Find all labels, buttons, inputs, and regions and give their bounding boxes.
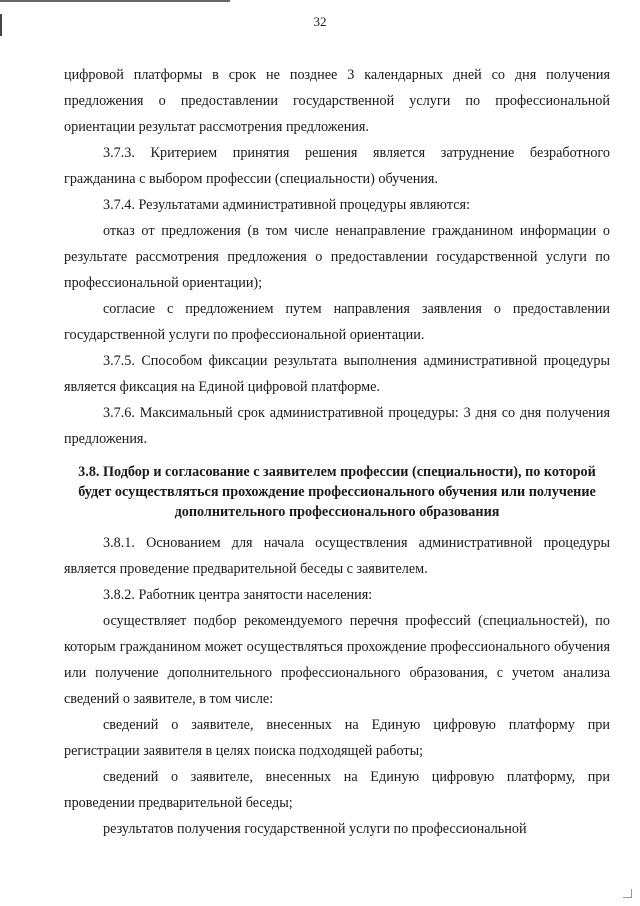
paragraph-continuation: цифровой платформы в срок не позднее 3 календарных дней со дня получения предложения о предоставлении государственной услуги по профессиональной ориентации результат рассмотрения предложения. <box>64 67 610 135</box>
paragraph-selection: осуществляет подбор рекомендуемого перечня профессий (специальностей), по которым гражданином может осуществляться прохождение профессионального обучения или получение дополнительного профессионального образования, с учетом анализа сведений о заявителе, в том числе: <box>64 613 610 707</box>
scan-edge-mark-top <box>0 0 230 2</box>
paragraph-interview-info: сведений о заявителе, внесенных на Единую цифровую платформу, при проведении предварительной беседы; <box>64 769 610 811</box>
paragraph-3-8-1: 3.8.1. Основанием для начала осуществления административной процедуры является проведение предварительной беседы с заявителем. <box>64 535 610 577</box>
paragraph-3-7-6: 3.7.6. Максимальный срок административной процедуры: 3 дня со дня получения предложения. <box>64 405 610 447</box>
document-body <box>64 62 610 842</box>
page-number: 32 <box>313 14 327 29</box>
paragraph-registration-info: сведений о заявителе, внесенных на Единую цифровую платформу при регистрации заявителя в целях поиска подходящей работы; <box>64 717 610 759</box>
paragraph-3-7-4: 3.7.4. Результатами административной процедуры являются: <box>103 197 470 213</box>
paragraph-consent: согласие с предложением путем направления заявления о предоставлении государственной услуги по профессиональной ориентации. <box>64 301 610 343</box>
paragraph-refusal: отказ от предложения (в том числе ненаправление гражданином информации о результате рассмотрения предложения о предоставлении государственной услуги по профессиональной ориентации); <box>64 223 610 291</box>
paragraph-3-8-2: 3.8.2. Работник центра занятости населения: <box>103 587 373 603</box>
paragraph-3-7-5: 3.7.5. Способом фиксации результата выполнения административной процедуры является фиксация на Единой цифровой платформе. <box>64 353 610 395</box>
paragraph-orientation-results: результатов получения государственной услуги по профессиональной <box>103 821 527 837</box>
section-heading-3-8: 3.8. Подбор и согласование с заявителем профессии (специальности), по которой будет осуществляться прохождение профессионального обучения или получение дополнительного профессионального образования <box>78 464 596 520</box>
paragraph-3-7-3: 3.7.3. Критерием принятия решения является затруднение безработного гражданина с выбором профессии (специальности) обучения. <box>64 145 610 187</box>
scan-edge-mark-corner <box>623 889 632 898</box>
